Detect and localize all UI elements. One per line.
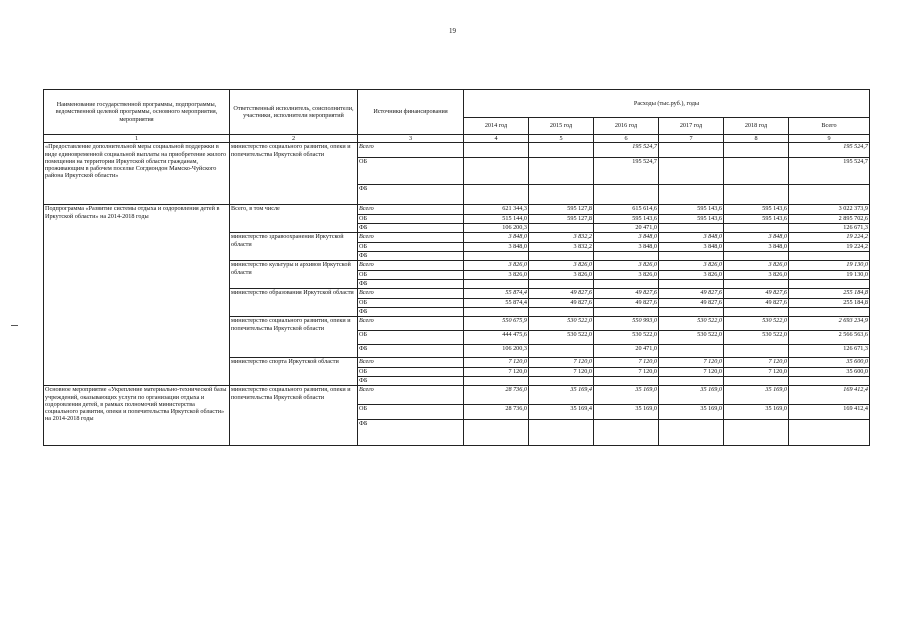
expense-value: 35 169,4 [529,386,594,405]
expense-value: 3 826,0 [464,271,529,280]
measure-name: Основное мероприятие «Укрепление материально-технической базы учреждений, оказывающих услуги по организации отдыха и оздоровления детей, в рамках полномочий министерства социального развития, опеки и попечительства Иркутской области» на 2014-2018 годы [44,386,230,446]
expense-value: 28 736,0 [464,386,529,405]
expense-value [529,252,594,261]
expense-value: 7 120,0 [594,368,659,377]
funding-source: Всего [358,261,464,271]
expense-value [464,158,529,185]
expense-value [594,377,659,386]
expense-value: 255 184,8 [789,289,870,299]
expense-value: 49 827,6 [659,299,724,308]
expense-value: 530 522,0 [529,331,594,345]
expense-value: 3 848,0 [724,233,789,243]
expense-value: 615 614,6 [594,205,659,215]
header-year: 2015 год [529,118,594,135]
budget-table [43,89,870,446]
column-number: 6 [594,135,659,143]
expense-value: 35 169,0 [594,405,659,420]
expense-value: 595 127,8 [529,215,594,224]
funding-source: ОБ [358,331,464,345]
expense-value: 3 826,0 [659,271,724,280]
table-row [44,205,870,215]
expense-value [529,143,594,158]
expense-value: 106 200,3 [464,345,529,358]
expense-value: 595 143,6 [659,205,724,215]
expense-value [659,224,724,233]
expense-value: 3 826,0 [529,261,594,271]
expense-value: 195 524,7 [594,158,659,185]
funding-source: Всего [358,358,464,368]
expense-value: 3 826,0 [464,261,529,271]
expense-value: 169 412,4 [789,386,870,405]
expense-value: 195 524,7 [789,143,870,158]
expense-value: 530 522,0 [659,317,724,331]
funding-source: ОБ [358,299,464,308]
expense-value [724,308,789,317]
expense-value: 2 693 234,9 [789,317,870,331]
table-row [44,143,870,158]
funding-source: Всего [358,205,464,215]
expense-value [594,185,659,205]
expense-value: 106 200,3 [464,224,529,233]
expense-value [464,143,529,158]
expense-value: 595 143,6 [724,215,789,224]
expense-value [789,280,870,289]
header-responsible: Ответственный исполнитель, соисполнители, участники, исполнители мероприятий [230,90,358,135]
expense-value [724,143,789,158]
funding-source: Всего [358,143,464,158]
expense-value: 530 522,0 [594,331,659,345]
expense-value [659,345,724,358]
page-number: 19 [449,27,456,35]
expense-value: 530 522,0 [659,331,724,345]
expense-value: 35 169,0 [724,386,789,405]
expense-value [529,158,594,185]
expense-value: 195 524,7 [594,143,659,158]
expense-value: 49 827,6 [659,289,724,299]
expense-value [724,280,789,289]
expense-value [659,158,724,185]
expense-value: 126 671,3 [789,345,870,358]
expense-value: 19 130,0 [789,271,870,280]
funding-source: ФБ [358,345,464,358]
funding-source: ОБ [358,243,464,252]
expense-value [659,185,724,205]
expense-value: 595 143,6 [594,215,659,224]
expense-value: 550 993,0 [594,317,659,331]
funding-source: ОБ [358,368,464,377]
header-year: 2014 год [464,118,529,135]
expense-value: 3 848,0 [464,243,529,252]
expense-value: 595 143,6 [659,215,724,224]
expense-value: 49 827,6 [724,289,789,299]
expense-value [464,185,529,205]
expense-value [659,420,724,446]
funding-source: ФБ [358,377,464,386]
expense-value: 7 120,0 [529,368,594,377]
expense-value: 3 848,0 [659,233,724,243]
expense-value: 3 848,0 [464,233,529,243]
expense-value: 7 120,0 [659,368,724,377]
expense-value: 444 475,6 [464,331,529,345]
expense-value: 595 143,6 [724,205,789,215]
funding-source: Всего [358,317,464,331]
expense-value: 7 120,0 [724,368,789,377]
expense-value: 35 169,0 [724,405,789,420]
column-number: 1 [44,135,230,143]
expense-value [724,252,789,261]
expense-value: 3 832,2 [529,243,594,252]
funding-source: ФБ [358,185,464,205]
expense-value [464,420,529,446]
expense-value [529,377,594,386]
column-number: 4 [464,135,529,143]
column-number: 7 [659,135,724,143]
expense-value [464,280,529,289]
responsible-executor: министерство социального развития, опеки и попечительства Иркутской области [230,386,358,446]
funding-source: ФБ [358,420,464,446]
expense-value: 7 120,0 [529,358,594,368]
expense-value: 49 827,6 [594,299,659,308]
funding-source: ОБ [358,405,464,420]
expense-value [529,308,594,317]
funding-source: ФБ [358,252,464,261]
expense-value: 7 120,0 [659,358,724,368]
expense-value [529,280,594,289]
expense-value: 3 826,0 [594,271,659,280]
expense-value [594,308,659,317]
expense-value: 35 169,0 [594,386,659,405]
table-row [44,386,870,405]
expense-value [724,420,789,446]
header-year: 2018 год [724,118,789,135]
expense-value: 49 827,6 [529,299,594,308]
responsible-executor: министерство культуры и архивов Иркутской области [230,261,358,289]
header-year: 2016 год [594,118,659,135]
expense-value: 2 895 702,6 [789,215,870,224]
expense-value: 3 826,0 [724,261,789,271]
expense-value: 7 120,0 [724,358,789,368]
responsible-executor: министерство образования Иркутской области [230,289,358,317]
column-number: 5 [529,135,594,143]
expense-value: 49 827,6 [724,299,789,308]
funding-source: Всего [358,386,464,405]
expense-value [529,420,594,446]
expense-value [529,224,594,233]
responsible-executor: министерство социального развития, опеки и попечительства Иркутской области [230,143,358,205]
column-number: 3 [358,135,464,143]
expense-value: 19 130,0 [789,261,870,271]
expense-value: 621 344,3 [464,205,529,215]
expense-value: 55 874,4 [464,289,529,299]
column-number: 8 [724,135,789,143]
header-name: Наименование государственной программы, подпрограммы, ведомственной целевой программы, основного мероприятия, мероприятия [44,90,230,135]
expense-value: 55 874,4 [464,299,529,308]
expense-value: 20 471,0 [594,224,659,233]
column-number: 9 [789,135,870,143]
measure-name: «Предоставление дополнительной меры социальной поддержки в виде единовременной социальной выплаты на приобретение жилого помещения на территории Иркутской области гражданам, проживающим в рабочем поселке Согдиондон Мамско-Чуйского района Иркутской области» [44,143,230,205]
expense-value: 7 120,0 [464,358,529,368]
expense-value: 3 832,2 [529,233,594,243]
expense-value [724,224,789,233]
expense-value [789,308,870,317]
expense-value: 19 224,2 [789,233,870,243]
expense-value [594,420,659,446]
expense-value [659,308,724,317]
funding-source: Всего [358,289,464,299]
expense-value: 595 127,8 [529,205,594,215]
responsible-executor: министерство здравоохранения Иркутской области [230,233,358,261]
funding-source: ОБ [358,215,464,224]
header-year: 2017 год [659,118,724,135]
expense-value: 35 600,0 [789,368,870,377]
expense-value: 169 412,4 [789,405,870,420]
expense-value [724,185,789,205]
expense-value [464,308,529,317]
funding-source: ОБ [358,271,464,280]
expense-value [789,377,870,386]
column-number: 2 [230,135,358,143]
header-total: Всего [789,118,870,135]
expense-value: 3 848,0 [594,243,659,252]
responsible-executor: министерство социального развития, опеки и попечительства Иркутской области [230,317,358,358]
funding-source: ФБ [358,308,464,317]
header-sources: Источники финансирования [358,90,464,135]
responsible-executor: Всего, в том числе [230,205,358,233]
expense-value: 19 224,2 [789,243,870,252]
expense-value [659,143,724,158]
expense-value [789,185,870,205]
expense-value: 3 826,0 [594,261,659,271]
expense-value [594,252,659,261]
expense-value: 49 827,6 [594,289,659,299]
expense-value [724,158,789,185]
expense-value: 530 522,0 [724,317,789,331]
expense-value [464,377,529,386]
expense-value [724,345,789,358]
expense-value: 530 522,0 [529,317,594,331]
expense-value: 35 169,4 [529,405,594,420]
expense-value: 35 169,0 [659,386,724,405]
margin-mark [11,325,18,326]
expense-value: 35 600,0 [789,358,870,368]
expense-value [529,345,594,358]
expense-value [659,377,724,386]
expense-value [594,280,659,289]
funding-source: Всего [358,233,464,243]
expense-value: 2 566 563,6 [789,331,870,345]
expense-value [659,252,724,261]
expense-value: 126 671,3 [789,224,870,233]
expense-value: 35 169,0 [659,405,724,420]
expense-value: 3 826,0 [659,261,724,271]
expense-value: 3 848,0 [659,243,724,252]
expense-value: 3 848,0 [594,233,659,243]
expense-value: 28 736,0 [464,405,529,420]
expense-value [789,252,870,261]
expense-value: 550 675,9 [464,317,529,331]
expense-value: 20 471,0 [594,345,659,358]
expense-value: 255 184,8 [789,299,870,308]
expense-value [789,420,870,446]
measure-name: Подпрограмма «Развитие системы отдыха и оздоровления детей в Иркутской области» на 2014-2018 годы [44,205,230,386]
expense-value: 7 120,0 [594,358,659,368]
expense-value: 3 826,0 [529,271,594,280]
expense-value: 515 144,0 [464,215,529,224]
funding-source: ОБ [358,158,464,185]
funding-source: ФБ [358,280,464,289]
expense-value [659,280,724,289]
expense-value: 3 826,0 [724,271,789,280]
expense-value: 195 524,7 [789,158,870,185]
expense-value: 3 848,0 [724,243,789,252]
expense-value: 49 827,6 [529,289,594,299]
expense-value [724,377,789,386]
responsible-executor: министерство спорта Иркутской области [230,358,358,386]
expense-value: 3 022 373,9 [789,205,870,215]
expense-value: 530 522,0 [724,331,789,345]
funding-source: ФБ [358,224,464,233]
expense-value [529,185,594,205]
expense-value: 7 120,0 [464,368,529,377]
expense-value [464,252,529,261]
header-expenses: Расходы (тыс.руб.), годы [464,90,870,118]
